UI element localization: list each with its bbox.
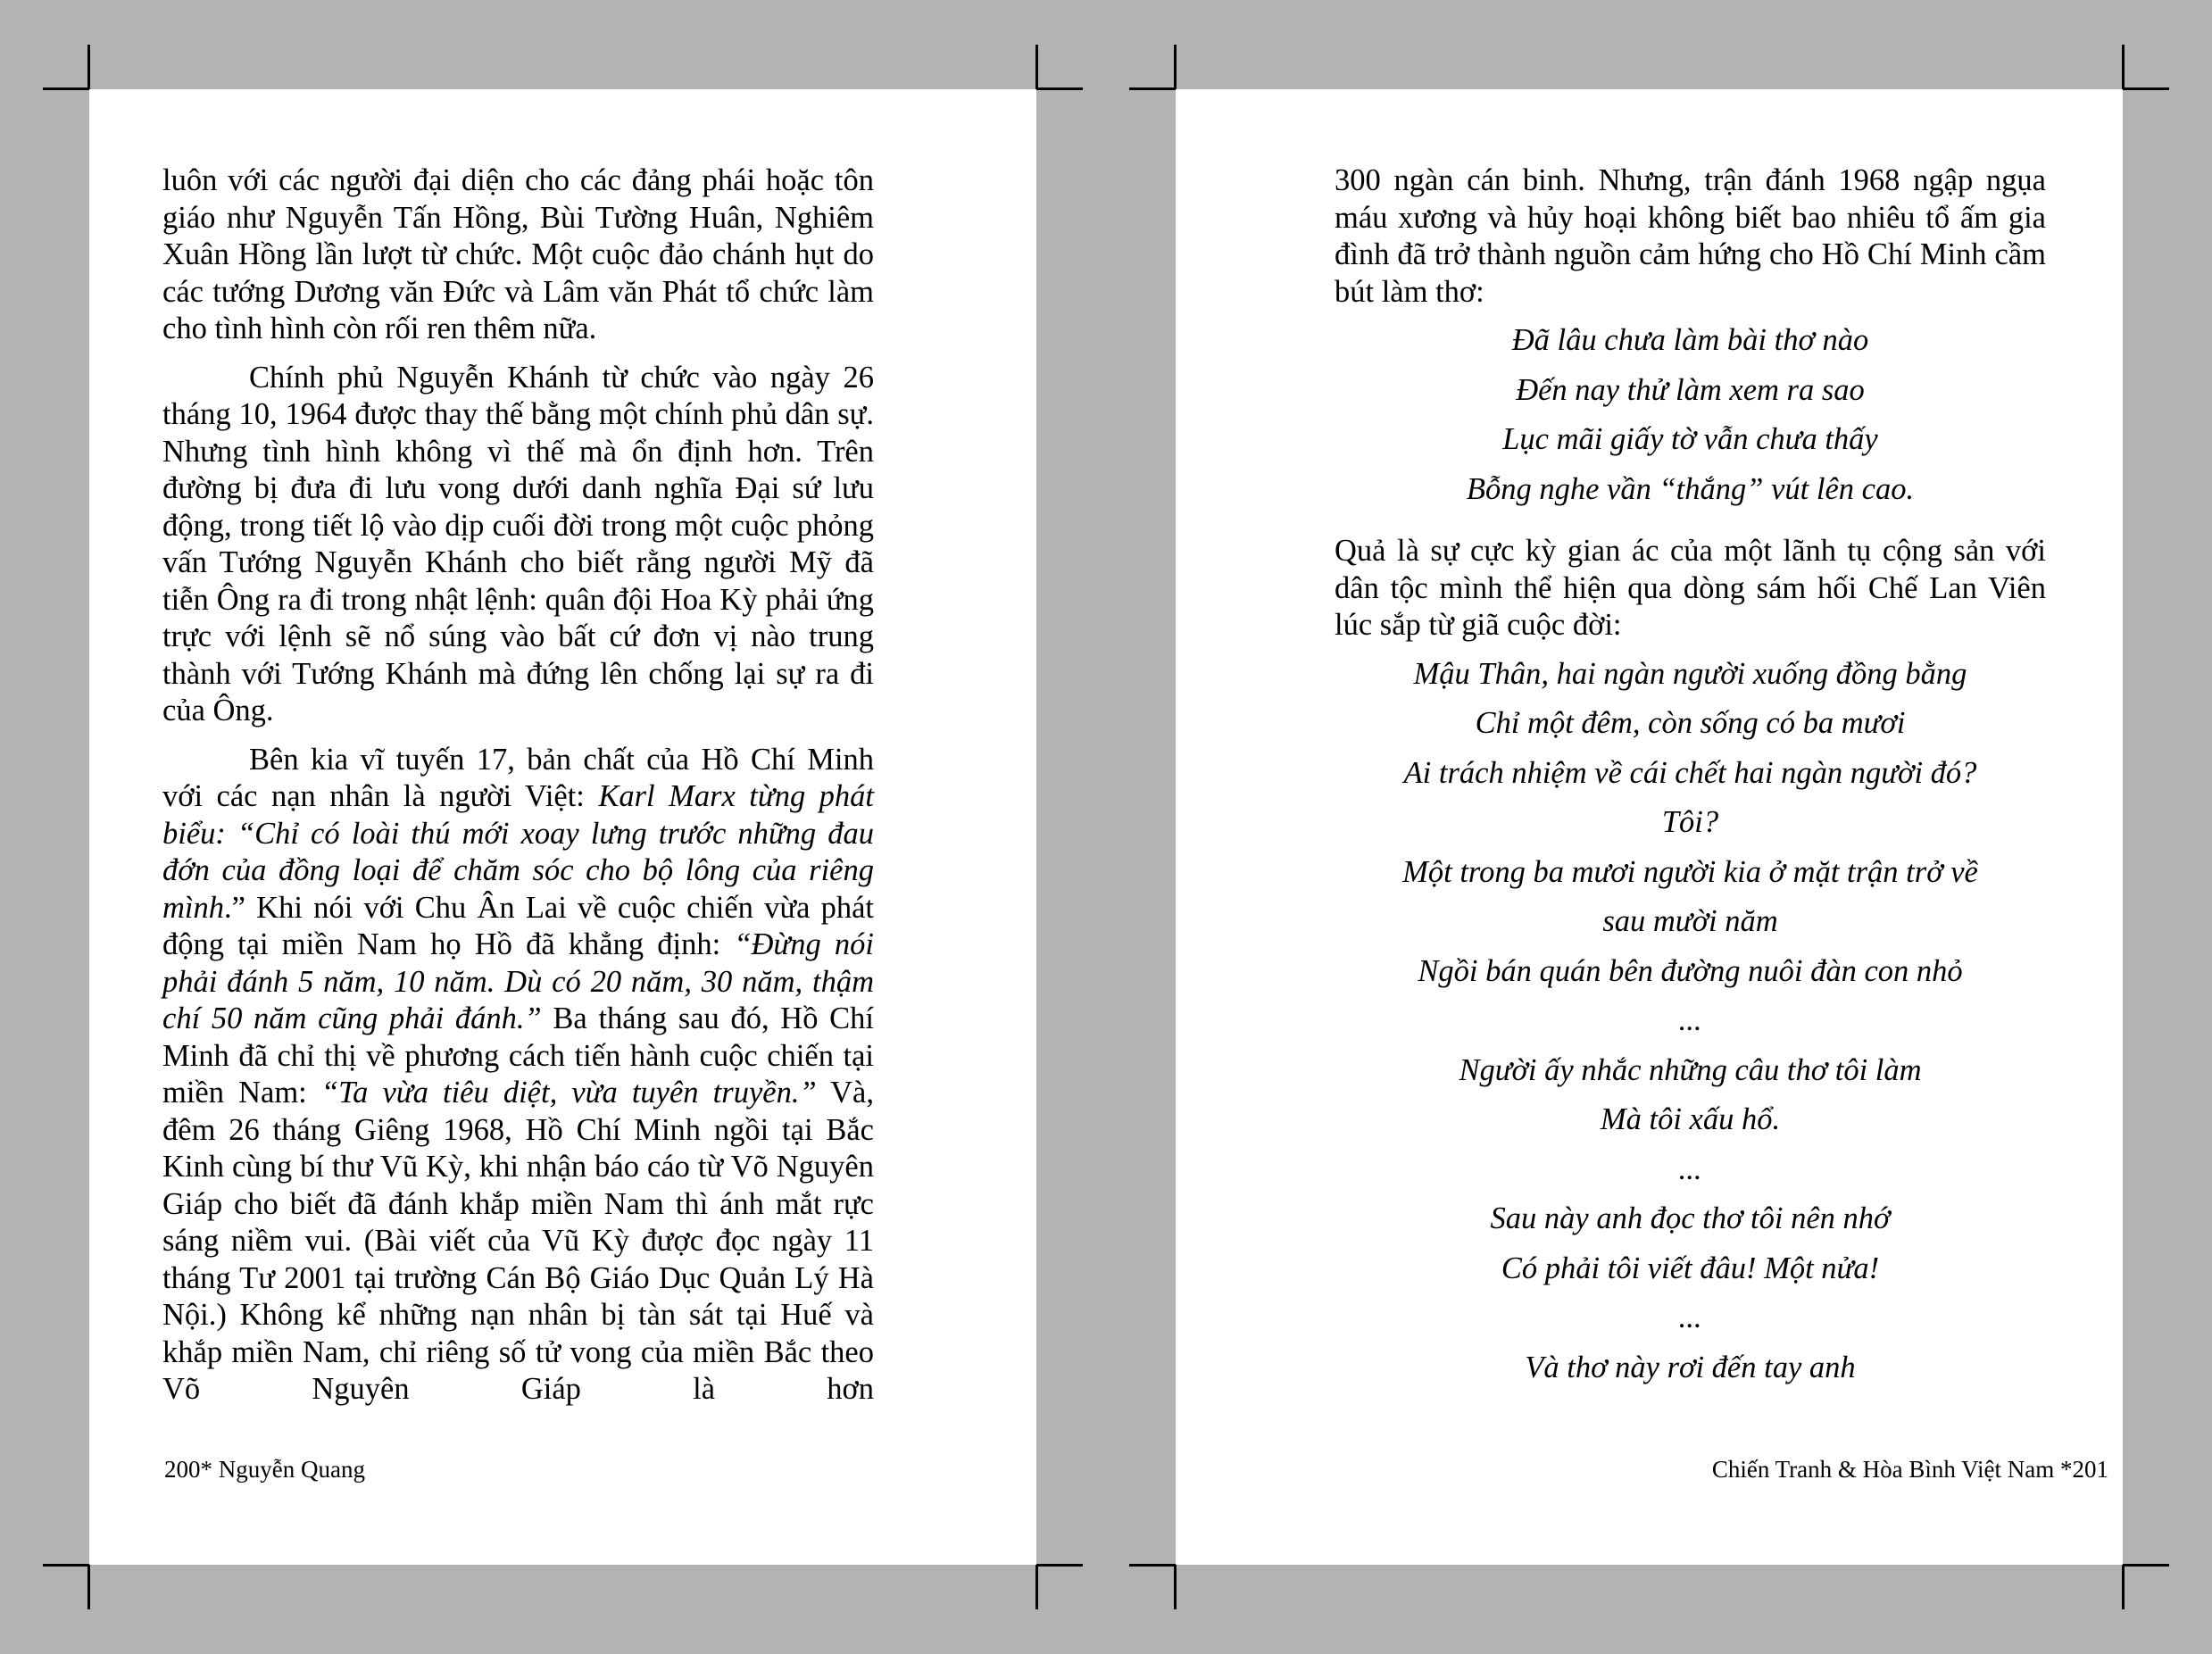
crop-mark-tl-right-v — [1174, 45, 1177, 89]
poem-line: Sau này anh đọc thơ tôi nên nhớ — [1490, 1201, 1891, 1235]
poem-line: ... — [1678, 1003, 1702, 1037]
crop-mark-bl-right-h — [1129, 1564, 1176, 1567]
left-page — [89, 89, 1036, 1565]
poem-line: Mà tôi xấu hổ. — [1600, 1102, 1781, 1136]
paragraph — [162, 742, 874, 1409]
poem-line: Chỉ một đêm, còn sống có ba mươi — [1475, 706, 1906, 740]
left-page-body — [162, 162, 874, 1420]
poem-line: Ngồi bán quán bên đường nuôi đàn con nhỏ — [1418, 953, 1963, 988]
paragraph: luôn với các người đại diện cho các đảng phái hoặc tôn giáo như Nguyễn Tấn Hồng, Bùi Tường Huân, Nghiêm Xuân Hồng lần lượt từ chức. Một cuộc đảo chánh hụt do các tướng Dương văn Đức và Lâm văn Phát tổ chức làm cho tình hình còn rối ren thêm nữa. — [162, 163, 874, 345]
crop-mark-br-left-h — [1036, 1564, 1083, 1567]
crop-mark-tr-left-v — [1035, 45, 1038, 89]
poem-line: Và thơ này rơi đến tay anh — [1525, 1350, 1856, 1384]
poem-line: Bỗng nghe vần “thắng” vút lên cao. — [1466, 471, 1915, 506]
poem-line: Lục mãi giấy tờ vẫn chưa thấy — [1502, 422, 1878, 456]
crop-mark-bl-left-v — [87, 1565, 90, 1609]
text-run: .” Khi nói với Chu Ân Lai về cuộc chiến vừa phát động tại miền Nam họ Hồ đã khẳng định: — [162, 890, 874, 961]
poem-line: Có phải tôi viết đâu! Một nửa! — [1501, 1251, 1880, 1285]
italic-quote: “Ta vừa tiêu diệt, vừa tuyên truyền.” — [320, 1076, 817, 1110]
paragraph: Quả là sự cực kỳ gian ác của một lãnh tụ cộng sản với dân tộc mình thể hiện qua dòng sám hối Chế Lan Viên lúc sắp từ giã cuộc đời: — [1335, 534, 2046, 642]
poem-line: Đến nay thử làm xem ra sao — [1516, 372, 1865, 407]
poem — [1335, 656, 2046, 1400]
crop-mark-bl-left-h — [43, 1564, 89, 1567]
poem-line: Ai trách nhiệm về cái chết hai ngàn người đó? — [1403, 755, 1977, 790]
crop-mark-tr-right-h — [2123, 87, 2169, 90]
poem-line: ... — [1678, 1301, 1702, 1334]
poem-line: Một trong ba mươi người kia ở mặt trận trở về — [1402, 854, 1978, 889]
crop-mark-tl-right-h — [1129, 87, 1176, 90]
right-page-body — [1335, 162, 2046, 1411]
crop-mark-br-right-h — [2123, 1564, 2169, 1567]
crop-mark-tl-left-h — [43, 87, 89, 90]
crop-mark-br-right-v — [2122, 1565, 2125, 1609]
poem-line: ... — [1678, 1151, 1702, 1186]
crop-mark-tr-right-v — [2122, 45, 2125, 89]
crop-mark-bl-right-v — [1174, 1565, 1177, 1609]
poem-line: Đã lâu chưa làm bài thơ nào — [1511, 323, 1869, 357]
text-run: Bên kia vĩ tuyến 17, bản chất của Hồ Chí Minh với các nạn nhân là người Việt: — [162, 742, 874, 813]
right-page — [1176, 89, 2123, 1565]
crop-mark-br-left-v — [1035, 1565, 1038, 1609]
crop-mark-tl-left-v — [87, 45, 90, 89]
poem — [1335, 322, 2046, 520]
text-run: Và, đêm 26 tháng Giêng 1968, Hồ Chí Minh ngồi tại Bắc Kinh cùng bí thư Vũ Kỳ, khi nhận báo cáo từ Võ Nguyên Giáp cho biết đã đánh khắp miền Nam thì ánh mắt rực sáng niềm vui. (Bài viết của Vũ Kỳ được đọc ngày 11 tháng Tư 2001 tại trường Cán Bộ Giáo Dục Quản Lý Hà Nội.) Không kể những nạn nhân bị tàn sát tại Huế và khắp miền Nam, chỉ riêng số tử vong của miền Bắc theo Võ Nguyên Giáp là hơn — [162, 1076, 874, 1406]
crop-mark-tr-left-h — [1036, 87, 1083, 90]
poem-line: Tôi? — [1661, 805, 1719, 839]
paragraph: Chính phủ Nguyễn Khánh từ chức vào ngày 26 tháng 10, 1964 được thay thế bằng một chính phủ dân sự. Nhưng tình hình không vì thế mà ổn định hơn. Trên đường bị đưa đi lưu vong dưới danh nghĩa Đại sứ lưu động, trong tiết lộ vào dịp cuối đời trong một cuộc phỏng vấn Tướng Nguyễn Khánh cho biết rằng người Mỹ đã tiễn Ông ra đi trong nhật lệnh: quân đội Hoa Kỳ phải ứng trực với lệnh sẽ nổ súng vào bất cứ đơn vị nào trung thành với Tướng Khánh mà đứng lên chống lại sự ra đi của Ông. — [162, 360, 874, 727]
page-footer: 200* Nguyễn Quang — [164, 1456, 365, 1483]
italic-quote: “Đừng nói phải đánh 5 năm, 10 năm. Dù có 20 năm, 30 năm, thậm chí 50 năm cũng phải đánh.” — [162, 927, 874, 1035]
page-footer: Chiến Tranh & Hòa Bình Việt Nam *201 — [1711, 1456, 2108, 1483]
poem-line: Mậu Thân, hai ngàn người xuống đồng bằng — [1413, 656, 1967, 691]
text-run: Ba tháng sau đó, Hồ Chí Minh đã chỉ thị về phương cách tiến hành cuộc chiến tại miền Nam: — [162, 1002, 874, 1110]
poem-line: Người ấy nhắc những câu thơ tôi làm — [1459, 1052, 1922, 1087]
poem-line: sau mười năm — [1602, 904, 1778, 938]
paragraph: 300 ngàn cán binh. Nhưng, trận đánh 1968 ngập ngụa máu xương và hủy hoại không biết bao nhiêu tổ ấm gia đình đã trở thành nguồn cảm hứng cho Hồ Chí Minh cầm bút làm thơ: — [1335, 163, 2046, 309]
italic-quote: Karl Marx từng phát biểu: “Chỉ có loài thú mới xoay lưng trước những đau đớn của đồng loại để chăm sóc cho bộ lông của riêng mình — [162, 779, 874, 925]
